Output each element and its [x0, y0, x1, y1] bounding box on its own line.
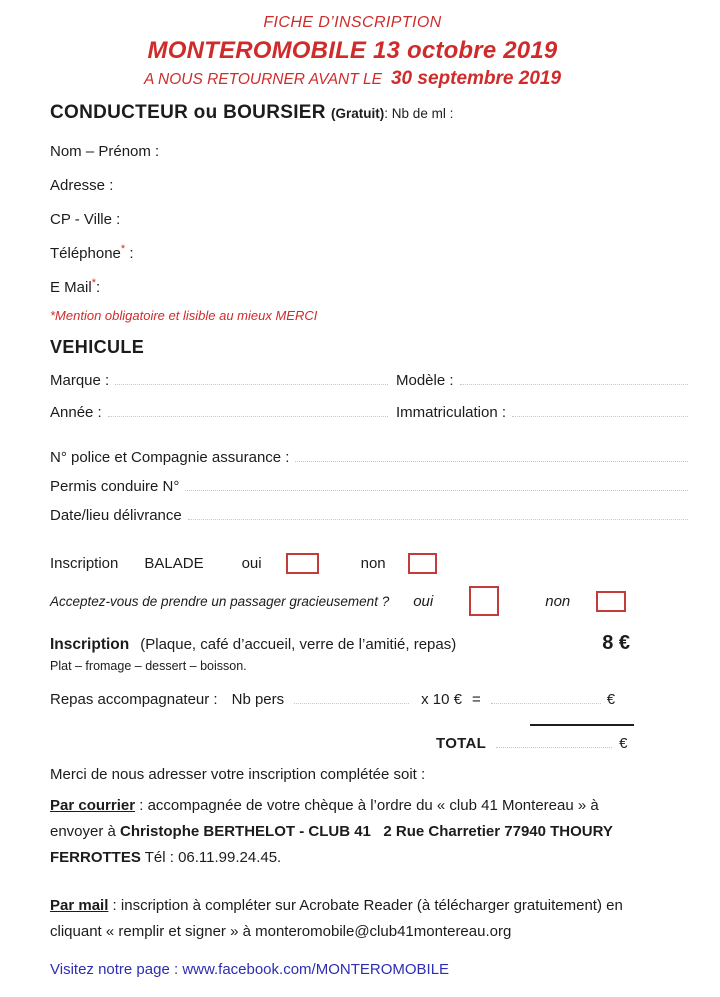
inscription-price-value: 8 € — [602, 632, 630, 654]
total-euro-sign: € — [619, 735, 628, 752]
event-title: MONTEROMOBILE 13 octobre 2019 — [147, 37, 558, 64]
send-instructions-intro: Merci de nous adresser votre inscription complétée soit : — [50, 766, 426, 783]
modele-label: Modèle : — [396, 372, 454, 389]
mail-email: monteromobile@club41montereau.org — [255, 923, 512, 940]
facebook-line — [50, 961, 690, 978]
field-annee — [50, 402, 390, 421]
inscription-price-label: Inscription — [50, 636, 130, 653]
deadline-prefix: A NOUS RETOURNER AVANT LE — [143, 71, 382, 88]
mandatory-note: *Mention obligatoire et lisible au mieux MERCI — [50, 308, 318, 323]
form-title: FICHE D’INSCRIPTION — [263, 14, 442, 31]
colon: : — [95, 279, 101, 296]
nom-prenom-label: Nom – Prénom — [50, 143, 151, 160]
deadline-line — [50, 68, 655, 90]
multiplier-label: x 10 € — [421, 691, 463, 708]
identity-fields — [50, 138, 690, 297]
courrier-paragraph — [50, 793, 655, 871]
colon: : — [105, 177, 114, 194]
field-nom-prenom — [50, 138, 690, 161]
annee-input-line[interactable] — [108, 402, 388, 417]
field-immatriculation — [396, 402, 690, 421]
gratuit-label: (Gratuit) — [331, 106, 385, 121]
vehicle-extra-fields — [50, 447, 690, 525]
nb-ml-label: : Nb de ml : — [384, 106, 454, 121]
immatriculation-input-line[interactable] — [512, 402, 688, 417]
passenger-question: Acceptez-vous de prendre un passager gracieusement ? — [50, 593, 390, 609]
facebook-link[interactable]: www.facebook.com/MONTEROMOBILE — [182, 961, 450, 978]
par-mail-label: Par mail — [50, 897, 109, 914]
menu-detail: Plat – fromage – dessert – boisson. — [50, 659, 247, 673]
facebook-prefix: Visitez notre page : — [50, 961, 183, 978]
mail-text: inscription à compléter sur Acrobate Reader (à télécharger gratuitement) en cliquant « remplir et signer » à — [50, 897, 623, 940]
conducteur-title-text: CONDUCTEUR ou BOURSIER — [50, 102, 326, 123]
courrier-phone: Tél : 06.11.99.24.45. — [140, 849, 282, 866]
passenger-non-checkbox[interactable] — [596, 591, 626, 612]
repas-label: Repas accompagnateur : — [50, 691, 218, 708]
field-email — [50, 274, 690, 297]
repas-total-input-line[interactable] — [491, 689, 601, 704]
telephone-label: Téléphone — [50, 245, 121, 262]
colon: : — [111, 211, 121, 228]
field-delivrance — [50, 505, 690, 525]
police-assurance-input-line[interactable] — [295, 447, 688, 462]
sum-divider-line — [530, 724, 634, 726]
permis-input-line[interactable] — [185, 476, 688, 491]
nb-pers-label: Nb pers — [231, 691, 285, 708]
nb-pers-input-line[interactable] — [294, 689, 409, 704]
mail-colon: : — [108, 897, 121, 914]
passenger-non-label: non — [545, 592, 571, 610]
mail-paragraph — [50, 893, 655, 945]
inscription-price-row — [50, 632, 690, 655]
balade-row — [50, 553, 690, 574]
par-courrier-label: Par courrier — [50, 797, 136, 814]
immatriculation-label: Immatriculation : — [396, 404, 507, 421]
permis-label: Permis conduire N° — [50, 478, 180, 495]
balade-non-label: non — [360, 555, 386, 572]
adresse-label: Adresse — [50, 177, 106, 194]
field-telephone — [50, 240, 690, 263]
cp-ville-label: CP - Ville — [50, 211, 112, 228]
balade-non-checkbox[interactable] — [408, 553, 437, 574]
colon: : — [150, 143, 160, 160]
euro-sign: € — [606, 691, 616, 708]
passenger-oui-checkbox[interactable] — [469, 586, 499, 616]
balade-oui-label: oui — [241, 555, 262, 572]
field-permis — [50, 476, 690, 496]
field-modele — [396, 370, 690, 389]
deadline-date: 30 septembre 2019 — [390, 68, 562, 89]
inscription-price-detail: (Plaque, café d’accueil, verre de l’amitié, repas) — [140, 636, 457, 653]
total-input-line[interactable] — [496, 733, 612, 748]
passenger-question-row — [50, 586, 690, 616]
total-label: TOTAL — [436, 735, 487, 752]
delivrance-label: Date/lieu délivrance — [50, 507, 182, 524]
balade-word: BALADE — [144, 555, 204, 572]
courrier-address: Christophe BERTHELOT - CLUB 41 2 Rue Charretier 77940 THOURY FERROTTES — [50, 823, 613, 866]
required-asterisk: * — [91, 277, 96, 289]
field-marque — [50, 370, 390, 389]
required-asterisk: * — [120, 243, 126, 255]
courrier-text: accompagnée de votre chèque à l’ordre du « club 41 Montereau » à envoyer à — [50, 797, 599, 840]
marque-label: Marque : — [50, 372, 110, 389]
police-assurance-label: N° police et Compagnie assurance : — [50, 449, 290, 466]
courrier-colon: : — [135, 797, 148, 814]
repas-row — [50, 689, 690, 708]
vehicle-grid — [50, 370, 690, 421]
modele-input-line[interactable] — [460, 370, 688, 385]
marque-input-line[interactable] — [115, 370, 388, 385]
equals-sign: = — [472, 691, 481, 708]
colon: : — [125, 245, 134, 262]
field-adresse — [50, 172, 690, 195]
field-police-assurance — [50, 447, 690, 467]
annee-label: Année : — [50, 404, 102, 421]
section-vehicule-title: VEHICULE — [50, 337, 145, 357]
total-row — [436, 733, 690, 752]
balade-oui-checkbox[interactable] — [286, 553, 319, 574]
passenger-oui-label: oui — [413, 592, 434, 610]
delivrance-input-line[interactable] — [188, 505, 688, 520]
inscription-word: Inscription — [50, 555, 119, 572]
section-conducteur-title — [50, 102, 690, 124]
form-header — [50, 14, 655, 90]
field-cp-ville — [50, 206, 690, 229]
email-label: E Mail — [50, 279, 92, 296]
